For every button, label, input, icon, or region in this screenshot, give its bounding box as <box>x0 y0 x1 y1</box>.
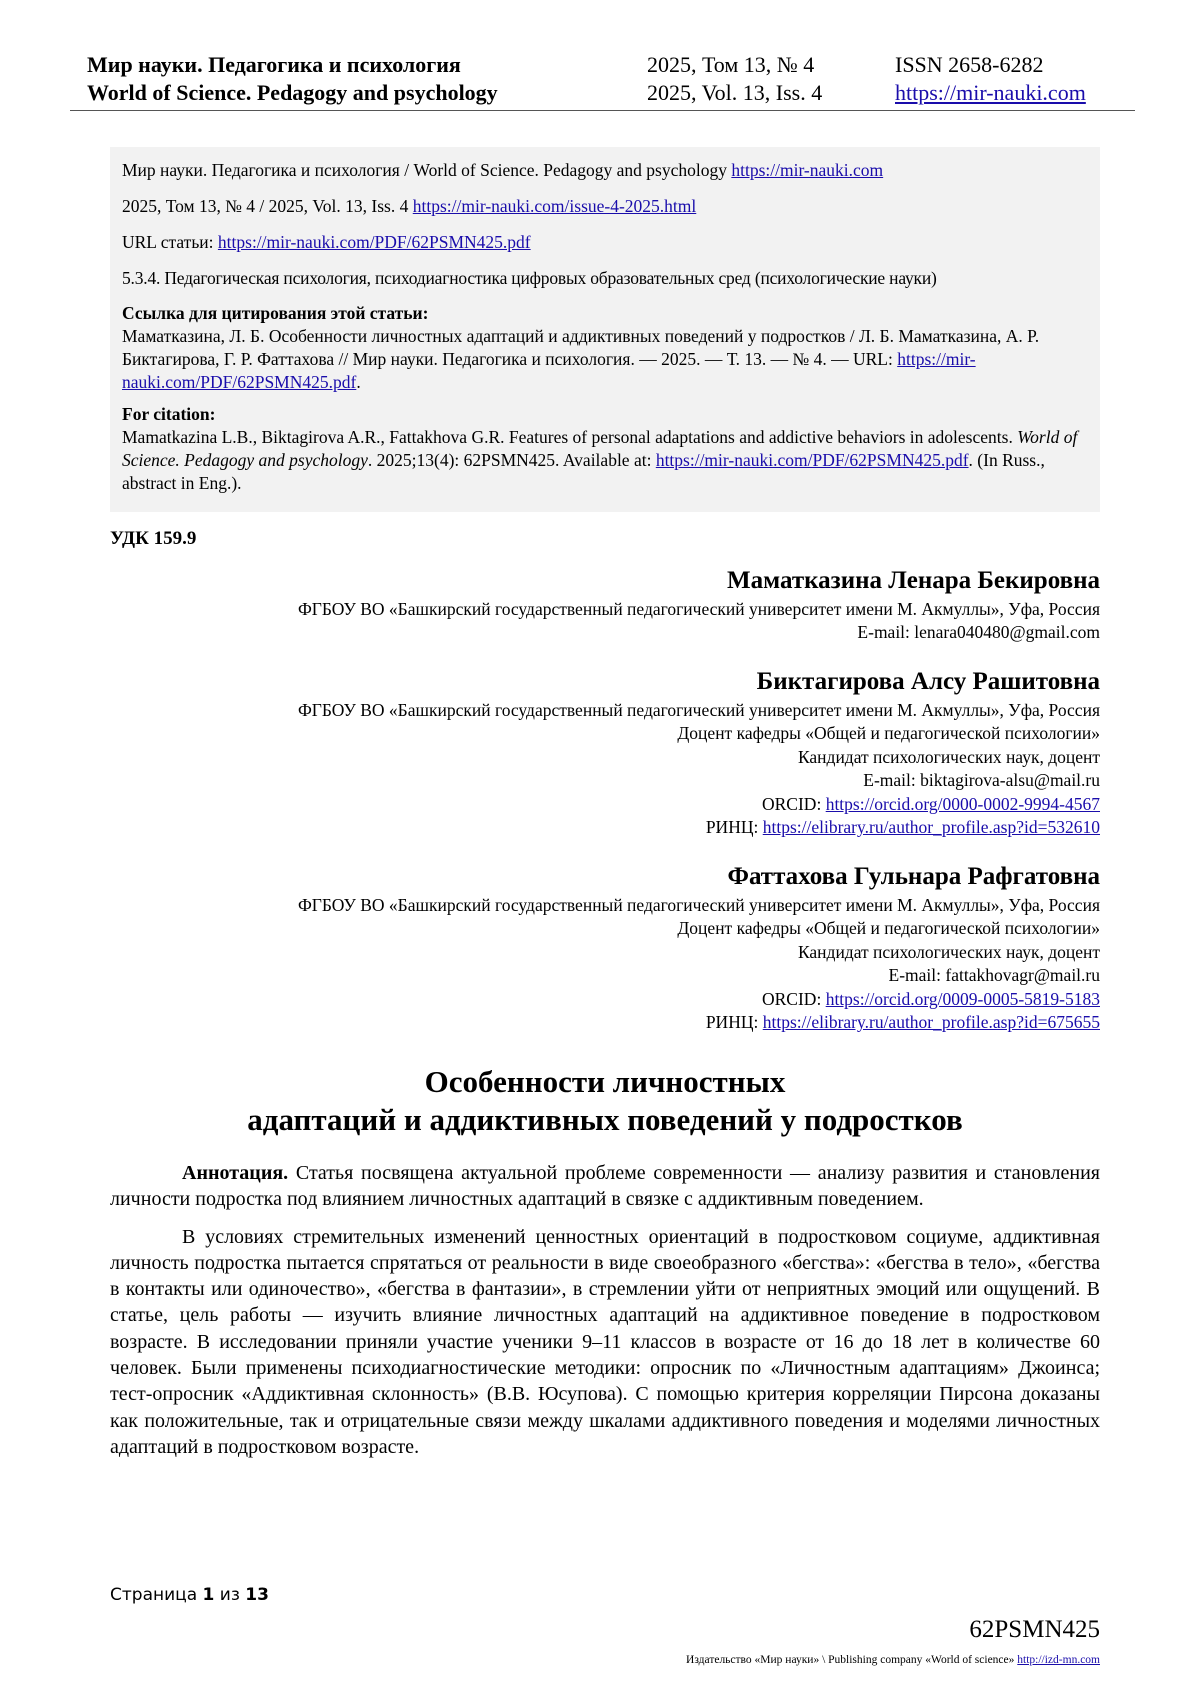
author-name: Биктагирова Алсу Рашитовна <box>756 668 1100 695</box>
article-pdf-link[interactable]: https://mir-nauki.com/PDF/62PSMN425.pdf <box>217 232 531 252</box>
author-name: Маматказина Ленара Бекировна <box>727 567 1100 594</box>
rinc-link[interactable]: https://elibrary.ru/author_profile.asp?id=675655 <box>762 1012 1100 1033</box>
article-title <box>110 1063 1100 1139</box>
author-block <box>298 860 1100 1034</box>
citation-info-box <box>110 147 1100 512</box>
author-email: E-mail: biktagirova-alsu@mail.ru <box>863 770 1100 791</box>
orcid-link[interactable]: https://orcid.org/0000-0002-9994-4567 <box>825 793 1100 814</box>
abstract-paragraph: В условиях стремительных изменений ценностных ориентаций в подростковом социуме, аддиктивная личность подростка пытается спрятаться от реальности в виде своеобразного «бегства»: «бегства в тело», «бегства в контакты или одиночество», «бегства в фантазии», в стремлении уйти от неприятных эмоций или ощущений. В статье, цель работы — изучить влияние личностных адаптаций на аддиктивное поведение в подростковом возрасте. В исследовании приняли участие ученики 9–11 классов в возрасте от 16 до 18 лет в количестве 60 человек. Были применены психодиагностические методики: опросник по «Личностным адаптациям» Джоинса; тест-опросник «Аддиктивная склонность» (В.В. Юсупова). С помощью критерия корреляции Пирсона доказаны как положительные, так и отрицательные связи между шкалами аддиктивного поведения и моделями личностных адаптаций в подростковом возрасте. <box>110 1225 1100 1458</box>
author-affiliation: ФГБОУ ВО «Башкирский государственный педагогический университет имени М. Акмуллы», Уфа, Россия <box>297 700 1100 720</box>
author-block <box>298 564 1100 645</box>
author-rinc: РИНЦ: https://elibrary.ru/author_profile.asp?id=675655 <box>705 1012 1100 1033</box>
article-code: 62PSMN425 <box>969 1616 1100 1643</box>
article-url-line: URL статьи: https://mir-nauki.com/PDF/62PSMN425.pdf <box>122 232 531 252</box>
header-row-ru <box>87 52 1135 82</box>
journal-name-en: World of Science. Pedagogy and psychology <box>87 80 498 105</box>
journal-link[interactable]: https://mir-nauki.com <box>731 160 884 180</box>
citation-en-link[interactable]: https://mir-nauki.com/PDF/62PSMN425.pdf <box>655 450 969 470</box>
orcid-link[interactable]: https://orcid.org/0009-0005-5819-5183 <box>825 988 1100 1009</box>
author-name: Фаттахова Гульнара Рафгатовна <box>727 863 1100 890</box>
author-rinc: РИНЦ: https://elibrary.ru/author_profile.asp?id=532610 <box>705 817 1100 838</box>
author-affiliation: ФГБОУ ВО «Башкирский государственный педагогический университет имени М. Акмуллы», Уфа, Россия <box>297 599 1100 619</box>
rinc-link[interactable]: https://elibrary.ru/author_profile.asp?id=532610 <box>762 817 1100 838</box>
author-affiliation: ФГБОУ ВО «Башкирский государственный педагогический университет имени М. Акмуллы», Уфа, Россия <box>297 895 1100 915</box>
author-position: Доцент кафедры «Общей и педагогической психологии» <box>677 723 1100 744</box>
header-row-en <box>87 80 1135 110</box>
abstract-paragraph: Аннотация. Статья посвящена актуальной проблеме современности — анализу развития и становления личности подростка под влиянием личностных адаптаций в связке с аддиктивным поведением. <box>110 1162 1100 1211</box>
udk-code: УДК 159.9 <box>110 528 197 549</box>
issn: ISSN 2658-6282 <box>895 52 1044 77</box>
page-counter: Страница 1 из 13 <box>110 1585 269 1605</box>
citation-ru-link[interactable]: https://mir-nauki.com/PDF/62PSMN425.pdf <box>122 349 976 392</box>
author-degree: Кандидат психологических наук, доцент <box>797 941 1100 962</box>
author-position: Доцент кафедры «Общей и педагогической психологии» <box>677 918 1100 939</box>
author-email: E-mail: lenara040480@gmail.com <box>857 622 1100 643</box>
author-orcid: ORCID: https://orcid.org/0009-0005-5819-5183 <box>762 988 1100 1009</box>
site-link[interactable]: https://mir-nauki.com <box>895 80 1086 105</box>
article-title-line: Особенности личностных <box>424 1064 786 1099</box>
author-email: E-mail: fattakhovagr@mail.ru <box>888 965 1100 986</box>
issue-en: 2025, Vol. 13, Iss. 4 <box>647 80 823 105</box>
author-orcid: ORCID: https://orcid.org/0000-0002-9994-4567 <box>762 793 1100 814</box>
author-block <box>298 665 1100 839</box>
citation-en: For citation: Mamatkazina L.B., Biktagirova A.R., Fattakhova G.R. Features of personal adaptations and addictive behaviors in adolescents. World of Science. Pedagogy and psychology. 2025;13(4): 62PSMN425. Available at: https://mir-nauki.com/PDF/62PSMN425.pdf. (In Russ., abstract in Eng.). <box>122 404 1078 493</box>
journal-name-ru: Мир науки. Педагогика и психология <box>87 52 461 77</box>
article-title-line: адаптаций и аддиктивных поведений у подростков <box>247 1102 963 1137</box>
abstract <box>110 1160 1100 1471</box>
citation-ru-label: Ссылка для цитирования этой статьи: <box>122 303 429 323</box>
issue-line: 2025, Том 13, № 4 / 2025, Vol. 13, Iss. 4 https://mir-nauki.com/issue-4-2025.html <box>122 196 697 216</box>
author-degree: Кандидат психологических наук, доцент <box>797 746 1100 767</box>
citation-ru: Ссылка для цитирования этой статьи: Маматказина, Л. Б. Особенности личностных адаптаций и аддиктивных поведений у подростков / Л. Б. Маматказина, А. Р. Биктагирова, Г. Р. Фаттахова // Мир науки. Педагогика и психология. — 2025. — Т. 13. — № 4. — URL: https://mir-nauki.com/PDF/62PSMN425.pdf. <box>122 303 1040 392</box>
issue-ru: 2025, Том 13, № 4 <box>647 52 815 77</box>
specialty-line: 5.3.4. Педагогическая психология, психодиагностика цифровых образовательных сред (психологические науки) <box>122 268 937 288</box>
publisher-link[interactable]: http://izd-mn.com <box>1017 1654 1100 1666</box>
abstract-label: Аннотация. <box>182 1162 289 1184</box>
header-divider <box>70 110 1135 111</box>
citation-en-label: For citation: <box>122 404 216 424</box>
journal-header <box>87 52 1135 112</box>
issue-link[interactable]: https://mir-nauki.com/issue-4-2025.html <box>412 196 697 216</box>
journal-line: Мир науки. Педагогика и психология / World of Science. Pedagogy and psychology https://mir-nauki.com <box>122 160 884 180</box>
publisher-line: Издательство «Мир науки» \ Publishing company «World of science» http://izd-mn.com <box>686 1654 1100 1666</box>
